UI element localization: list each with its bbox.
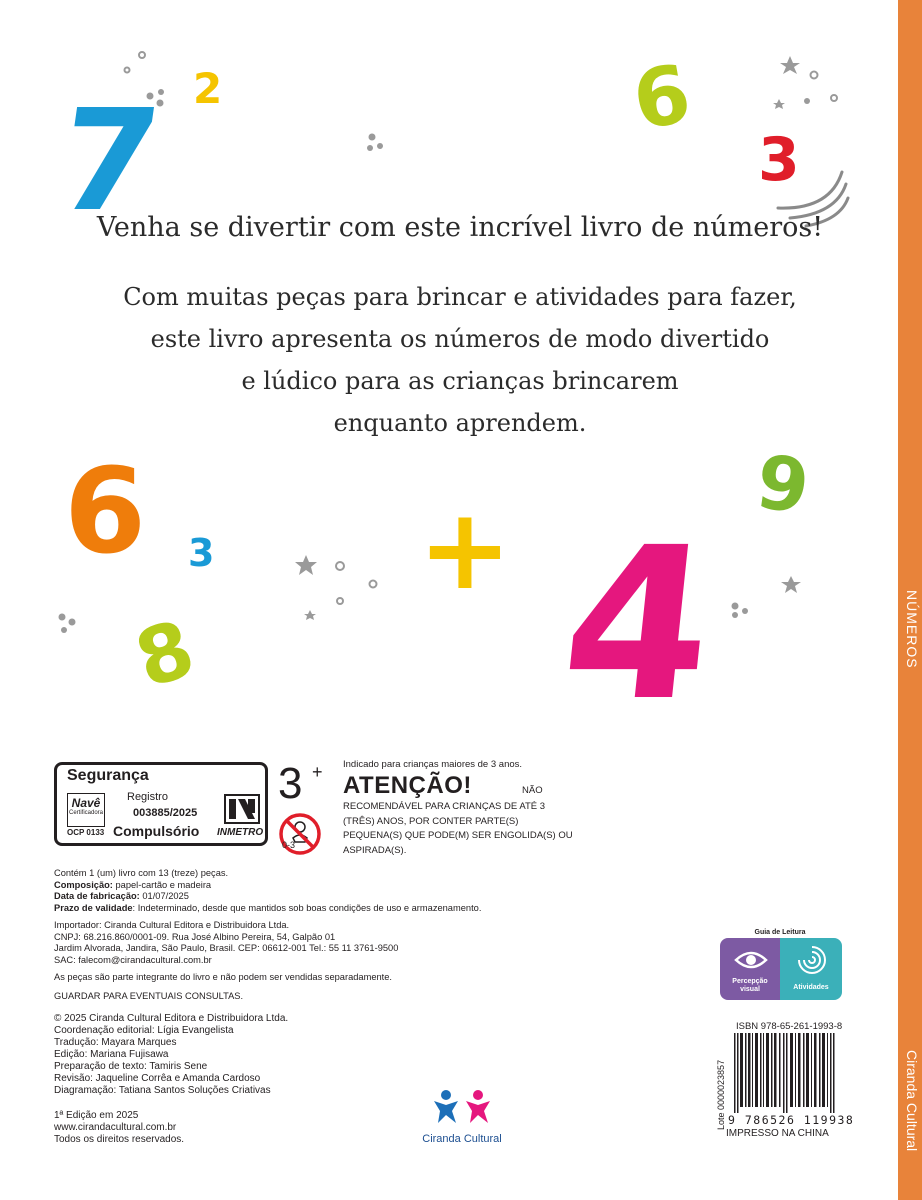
age-plus: + [312, 762, 323, 782]
reading-guide-item-visual: Percepção visual [732, 978, 768, 993]
warning-intro: Indicado para crianças maiores de 3 anos. [343, 759, 523, 770]
dancing-children-icon [420, 1085, 504, 1131]
website-line: www.cirandacultural.com.br [54, 1122, 177, 1133]
safety-certification-label [54, 762, 268, 846]
certifier-name: Navê [71, 796, 101, 810]
plus-sign-yellow: + [418, 485, 512, 615]
number-six-lime-top: 6 [626, 46, 698, 149]
credit-line: Tradução: Mayara Marques [54, 1037, 177, 1048]
compulsory-label: Compulsório [113, 823, 200, 839]
pieces-note: As peças são parte integrante do livro e não podem ser vendidas separadamente. [54, 972, 392, 982]
registro-label: Registro [127, 791, 168, 803]
publisher-name: Ciranda Cultural [422, 1133, 502, 1145]
description [40, 276, 880, 444]
ciranda-cultural-logo [420, 1085, 504, 1155]
inmetro-label: INMETRO [217, 827, 264, 838]
reading-guide-title: Guia de Leitura [746, 929, 814, 936]
credits [54, 1013, 474, 1097]
age-range-label: 0-3 [282, 840, 296, 850]
spine-title: NÚMEROS [904, 590, 920, 669]
credit-line: Coordenação editorial: Lígia Evangelista [54, 1025, 234, 1036]
importer-line: SAC: falecom@cirandacultural.com.br [54, 954, 212, 965]
importer-info [54, 920, 554, 966]
description-line: e lúdico para as crianças brincarem [241, 367, 679, 395]
certifier-sub: Certificadora [68, 810, 103, 816]
not-for-under-3-icon [278, 812, 322, 858]
edition-line: 1ª Edição em 2025 [54, 1110, 139, 1121]
number-four-magenta: 4 [552, 502, 725, 747]
validity-line: Prazo de validade: Indeterminado, desde que mantidos sob boas condições de uso e armazenamento. [54, 902, 482, 913]
printed-in: IMPRESSO NA CHINA [726, 1128, 829, 1139]
warning-inline: NÃO [522, 785, 543, 796]
spine-brand: Ciranda Cultural [904, 1050, 920, 1152]
rights-line: Todos os direitos reservados. [54, 1134, 185, 1145]
warning-body: RECOMENDÁVEL PARA CRIANÇAS DE ATÉ 3 (TRÊS) ANOS, POR CONTER PARTE(S) PEQUENA(S) QUE PODE(M) SER ENGOLIDA(S) OU ASPIRADA(S). [343, 801, 573, 856]
contents-line: Contém 1 (um) livro com 13 (treze) peças. [54, 868, 229, 878]
number-three-red: 3 [758, 125, 800, 195]
ean-number: 9 786526 119938 [728, 1113, 855, 1127]
importer-line: Jardim Alvorada, Jandira, São Paulo, Brasil. CEP: 06612-001 Tel.: 55 11 3761-9500 [54, 943, 399, 954]
number-nine-green: 9 [751, 438, 815, 532]
headline: Venha se divertir com este incrível livro de números! [96, 212, 824, 243]
registro-number: 003885/2025 [133, 807, 198, 819]
ocp-code: OCP 0133 [67, 828, 105, 837]
nave-certifier-logo [67, 793, 105, 827]
credit-line: Revisão: Jaqueline Corrêa e Amanda Cardoso [54, 1073, 261, 1084]
importer-line: Importador: Ciranda Cultural Editora e Distribuidora Ltda. [54, 920, 290, 930]
isbn-label: ISBN 978-65-261-1993-8 [736, 1021, 843, 1032]
composition-line: Composição: papel-cartão e madeira [54, 879, 212, 890]
edition-info [54, 1110, 354, 1146]
credit-line: Edição: Mariana Fujisawa [54, 1049, 169, 1060]
inmetro-logo-icon [221, 791, 263, 827]
importer-line: CNPJ: 68.216.860/0001-09. Rua José Albino Pereira, 54, Galpão 01 [54, 931, 336, 942]
age-number: 3 [278, 759, 303, 808]
eye-icon [734, 946, 768, 974]
maze-icon [796, 944, 828, 980]
safety-title: Segurança [67, 767, 149, 784]
credit-line: Preparação de texto: Tamiris Sene [54, 1061, 208, 1072]
credit-line: Diagramação: Tatiana Santos Soluções Criativas [54, 1085, 271, 1096]
product-contents [54, 868, 554, 914]
manufacture-date-line: Data de fabricação: 01/07/2025 [54, 891, 189, 902]
lot-number: Lote 0000023857 [716, 1059, 726, 1130]
warning-title: ATENÇÃO! [343, 772, 472, 799]
description-line: Com muitas peças para brincar e atividades para fazer, [123, 283, 797, 311]
credit-line: © 2025 Ciranda Cultural Editora e Distribuidora Ltda. [54, 1013, 289, 1024]
number-eight-lime: 8 [125, 603, 205, 707]
barcode-icon [733, 1033, 837, 1113]
reading-guide-item-activities: Atividades [793, 984, 829, 991]
number-six-orange: 6 [64, 442, 147, 580]
number-two-yellow: 2 [193, 64, 223, 113]
description-line: este livro apresenta os números de modo divertido [150, 325, 770, 353]
description-line: enquanto aprendem. [333, 409, 587, 437]
keep-note: GUARDAR PARA EVENTUAIS CONSULTAS. [54, 991, 244, 1001]
number-three-blue: 3 [188, 531, 215, 575]
number-seven-blue: 7 [48, 80, 169, 243]
